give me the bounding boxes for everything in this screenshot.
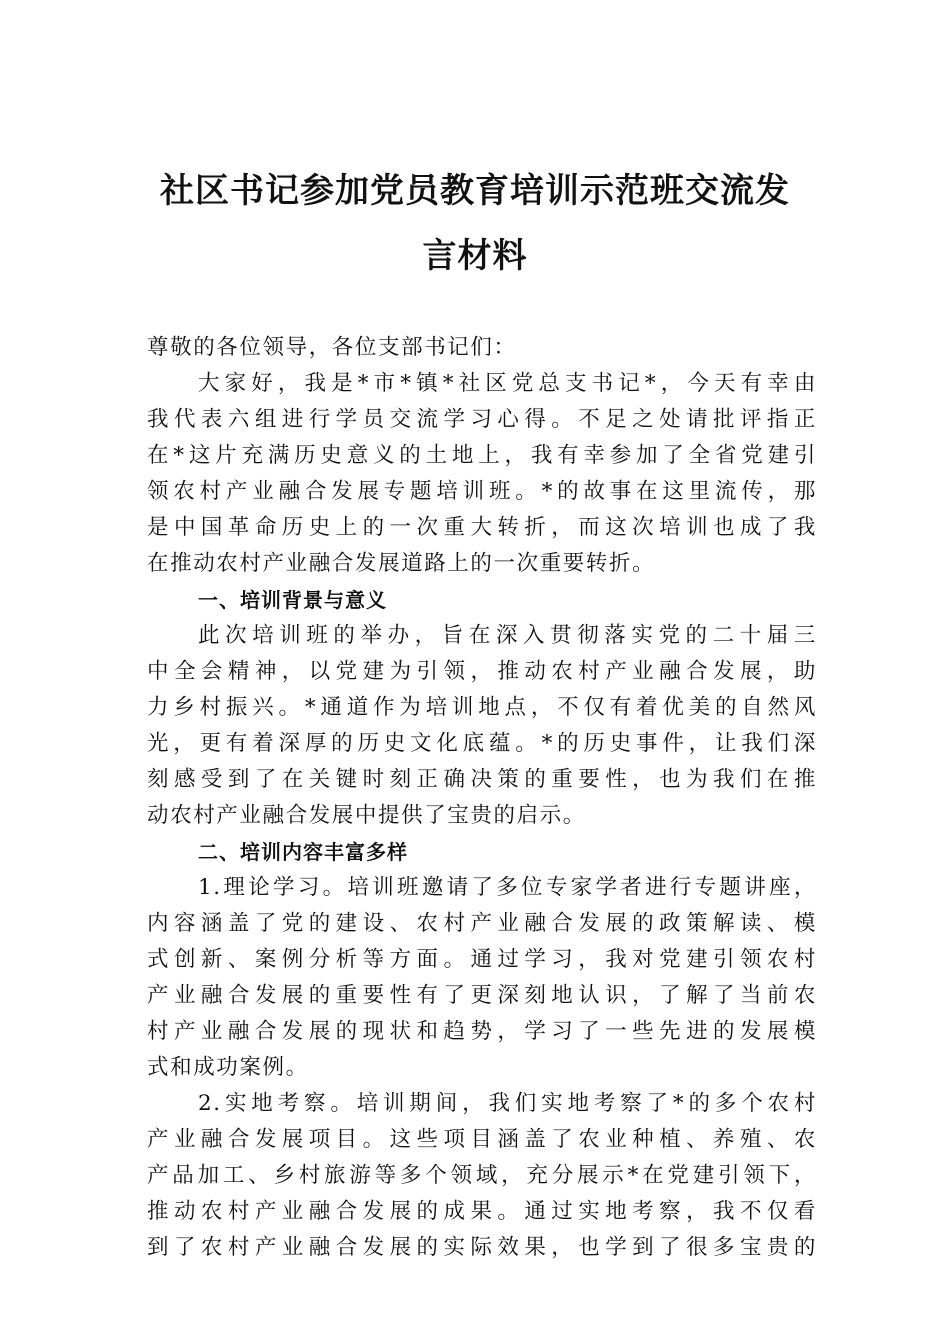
body-text-line: 我代表六组进行学员交流学习心得。不足之处请批评指正 bbox=[147, 407, 817, 432]
body-text-line: 在*这片充满历史意义的土地上，我有幸参加了全省党建引 bbox=[147, 443, 817, 468]
body-text-line: 尊敬的各位领导，各位支部书记们： bbox=[147, 335, 517, 360]
body-text-line: 在推动农村产业融合发展道路上的一次重要转折。 bbox=[147, 551, 656, 576]
body-text-line: 刻感受到了在关键时刻正确决策的重要性，也为我们在推 bbox=[147, 767, 817, 792]
body-text-line: 产业融合发展项目。这些项目涵盖了农业种植、养殖、农 bbox=[147, 1127, 817, 1152]
body-text-line: 产业融合发展的重要性有了更深刻地认识，了解了当前农 bbox=[147, 983, 817, 1008]
body-text-line: 光，更有着深厚的历史文化底蕴。*的历史事件，让我们深 bbox=[147, 731, 817, 756]
body-text-line: 大家好，我是*市*镇*社区党总支书记*，今天有幸由 bbox=[198, 371, 817, 396]
body-text-line: 2.实地考察。培训期间，我们实地考察了*的多个农村 bbox=[198, 1091, 817, 1116]
body-text-line: 是中国革命历史上的一次重大转折，而这次培训也成了我 bbox=[147, 515, 817, 540]
body-text-line: 1.理论学习。培训班邀请了多位专家学者进行专题讲座， bbox=[198, 875, 817, 900]
body-text-line: 动农村产业融合发展中提供了宝贵的启示。 bbox=[147, 803, 586, 828]
body-text-line: 式和成功案例。 bbox=[147, 1055, 309, 1080]
section-heading: 二、培训内容丰富多样 bbox=[198, 840, 408, 864]
body-text-line: 内容涵盖了党的建设、农村产业融合发展的政策解读、模 bbox=[147, 911, 817, 936]
body-text-line: 中全会精神，以党建为引领，推动农村产业融合发展，助 bbox=[147, 659, 817, 684]
body-text-line: 村产业融合发展的现状和趋势，学习了一些先进的发展模 bbox=[147, 1019, 817, 1044]
document-body bbox=[147, 330, 817, 1266]
section-heading: 一、培训背景与意义 bbox=[198, 588, 387, 612]
body-text-line: 到了农村产业融合发展的实际效果，也学到了很多宝贵的 bbox=[147, 1235, 817, 1260]
document-title-line-1: 社区书记参加党员教育培训示范班交流发 bbox=[160, 171, 790, 211]
body-text-line: 此次培训班的举办，旨在深入贯彻落实党的二十届三 bbox=[198, 623, 817, 648]
body-text-line: 式创新、案例分析等方面。通过学习，我对党建引领农村 bbox=[147, 947, 817, 972]
body-text-line: 推动农村产业融合发展的成果。通过实地考察，我不仅看 bbox=[147, 1199, 817, 1224]
document-title-line-2: 言材料 bbox=[422, 236, 528, 276]
body-text-line: 产品加工、乡村旅游等多个领域，充分展示*在党建引领下， bbox=[147, 1163, 817, 1188]
body-text-line: 领农村产业融合发展专题培训班。*的故事在这里流传，那 bbox=[147, 479, 817, 504]
body-text-line: 力乡村振兴。*通道作为培训地点，不仅有着优美的自然风 bbox=[147, 695, 817, 720]
